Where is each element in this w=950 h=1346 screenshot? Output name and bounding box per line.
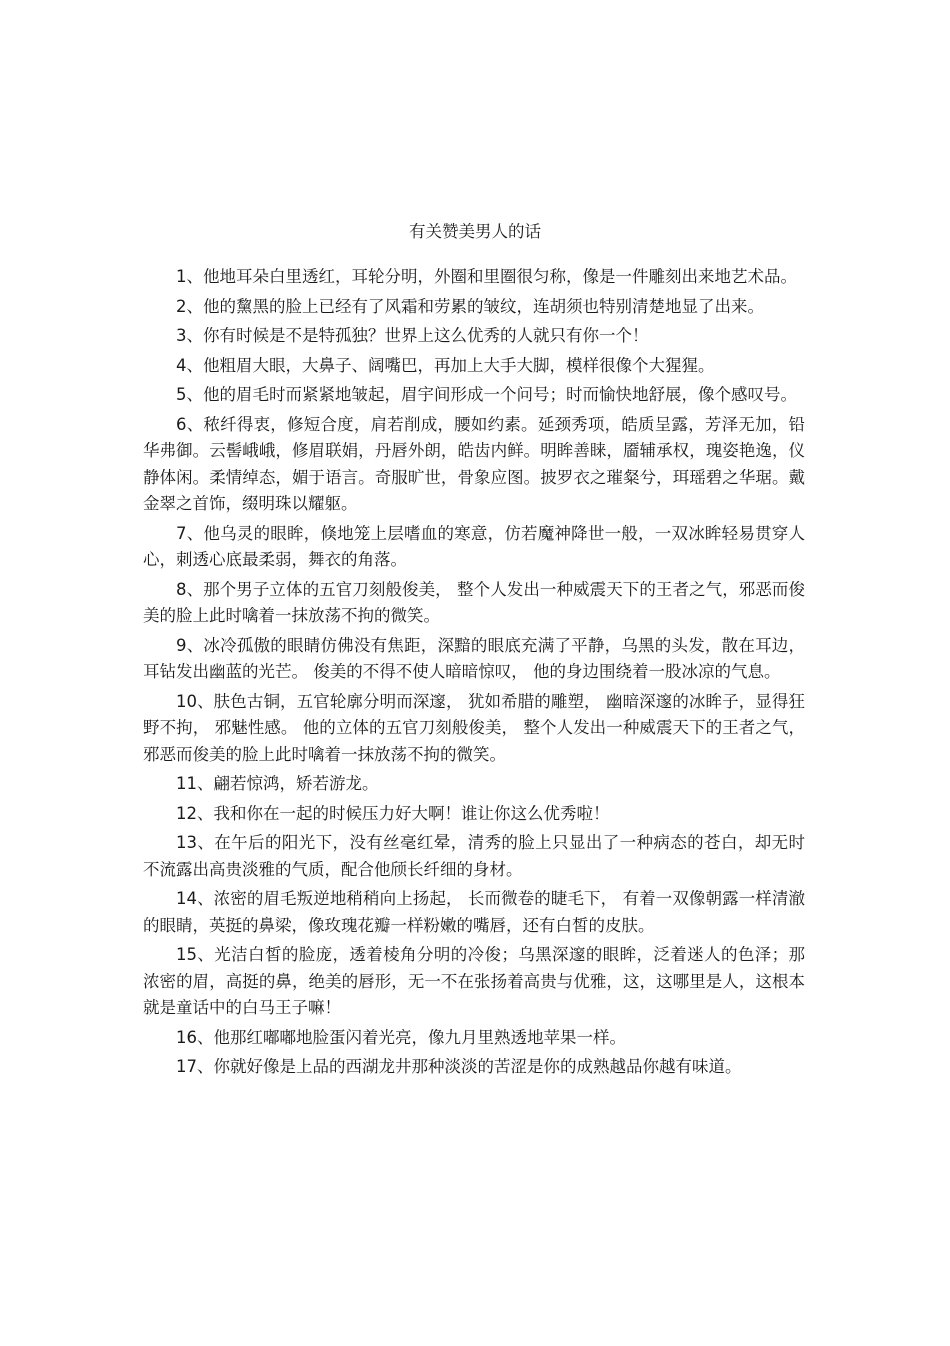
paragraph-2: 2、他的黧黑的脸上已经有了风霜和劳累的皱纹，连胡须也特别清楚地显了出来。 bbox=[176, 296, 764, 316]
paragraph-5: 5、他的眉毛时而紧紧地皱起，眉宇间形成一个问号；时而愉快地舒展，像个感叹号。 bbox=[176, 385, 797, 404]
paragraph-14: 14、浓密的眉毛叛逆地稍稍向上扬起， 长而微卷的睫毛下， 有着一双像朝露一样清澈的眼睛，英挺的鼻梁，像玫瑰花瓣一样粉嫩的嘴唇，还有白皙的皮肤。 bbox=[143, 889, 805, 935]
paragraph-8: 8、那个男子立体的五官刀刻般俊美， 整个人发出一种威震天下的王者之气，邪恶而俊美的脸上此时噙着一抹放荡不拘的微笑。 bbox=[143, 579, 805, 625]
paragraph-13: 13、在午后的阳光下，没有丝毫红晕，清秀的脸上只显出了一种病态的苍白，却无时不流露出高贵淡雅的气质，配合他颀长纤细的身材。 bbox=[143, 833, 805, 879]
document-title: 有关赞美男人的话 bbox=[409, 222, 541, 241]
paragraph-6: 6、秾纤得衷，修短合度，肩若削成，腰如约素。延颈秀项，皓质呈露，芳泽无加，铅华弗御。云髻峨峨，修眉联娟，丹唇外朗，皓齿内鲜。明眸善睐，靥辅承权，瑰姿艳逸，仪静体闲。柔情绰态，媚于语言。奇服旷世，骨象应图。披罗衣之璀粲兮，珥瑶碧之华琚。戴金翠之首饰，缀明珠以耀躯。 bbox=[143, 414, 805, 513]
paragraph-1: 1、他地耳朵白里透红，耳轮分明，外圈和里圈很匀称，像是一件雕刻出来地艺术品。 bbox=[176, 267, 797, 286]
paragraph-4: 4、他粗眉大眼，大鼻子、阔嘴巴，再加上大手大脚，模样很像个大猩猩。 bbox=[176, 355, 715, 375]
paragraph-12: 12、我和你在一起的时候压力好大啊！谁让你这么优秀啦！ bbox=[176, 803, 610, 823]
paragraph-3: 3、你有时候是不是特孤独？世界上这么优秀的人就只有你一个！ bbox=[176, 326, 649, 345]
paragraph-15: 15、光洁白皙的脸庞，透着棱角分明的冷俊；乌黑深邃的眼眸，泛着迷人的色泽；那浓密的眉，高挺的鼻，绝美的唇形，无一不在张扬着高贵与优雅，这，这哪里是人，这根本就是童话中的白马王子嘛！ bbox=[143, 945, 805, 1017]
paragraph-7: 7、他乌灵的眼眸，倏地笼上层嗜血的寒意，仿若魔神降世一般，一双冰眸轻易贯穿人心，刺透心底最柔弱，舞衣的角落。 bbox=[143, 523, 805, 569]
paragraph-10: 10、肤色古铜，五官轮廓分明而深邃， 犹如希腊的雕塑， 幽暗深邃的冰眸子，显得狂野不拘， 邪魅性感。 他的立体的五官刀刻般俊美， 整个人发出一种威震天下的王者之气，邪恶而俊美的脸上此时噙着一抹放荡不拘的微笑。 bbox=[143, 691, 805, 764]
paragraph-16: 16、他那红嘟嘟地脸蛋闪着光亮，像九月里熟透地苹果一样。 bbox=[176, 1027, 626, 1047]
paragraph-17: 17、你就好像是上品的西湖龙井那种淡淡的苦涩是你的成熟越品你越有味道。 bbox=[176, 1057, 742, 1076]
paragraph-11: 11、翩若惊鸿，矫若游龙。 bbox=[176, 774, 379, 793]
paragraph-9: 9、冰冷孤傲的眼睛仿佛没有焦距，深黯的眼底充满了平静，乌黑的头发，散在耳边， 耳钻发出幽蓝的光芒。 俊美的不得不使人暗暗惊叹， 他的身边围绕着一股冰凉的气息。 bbox=[143, 635, 805, 681]
document-body bbox=[143, 264, 805, 1084]
